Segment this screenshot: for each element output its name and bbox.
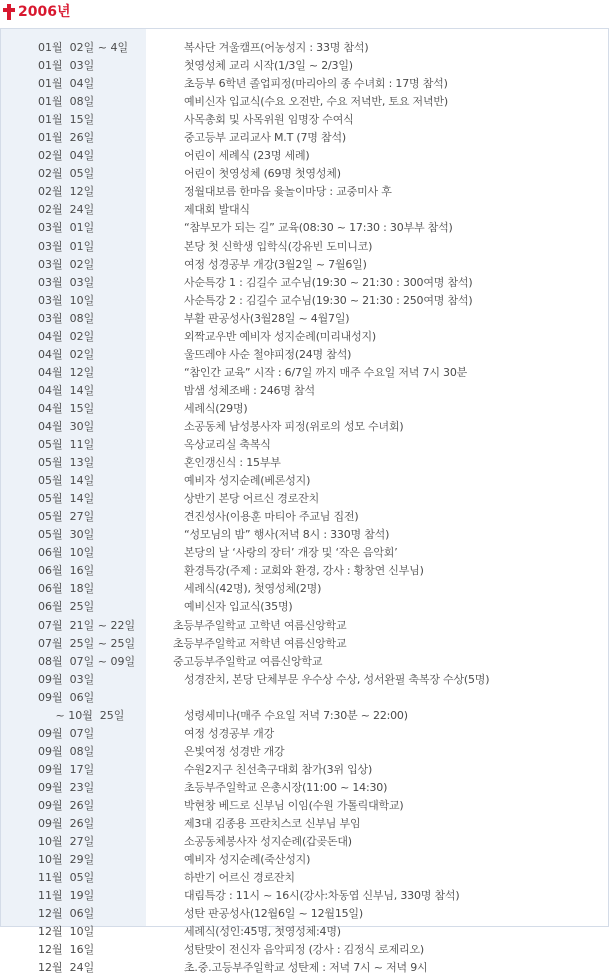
event-text: 사목총회 및 사목위원 임명장 수여식 (184, 113, 354, 127)
event-row (1, 93, 608, 111)
event-row (1, 761, 608, 779)
event-text: 여정 성경공부 개강(3월2일 ~ 7월6일) (184, 257, 367, 271)
event-date: 06월 25일 (38, 600, 95, 614)
event-row (1, 562, 608, 580)
event-date: 09월 07일 (38, 726, 95, 740)
event-text: 사순특강 1 : 김길수 교수님(19:30 ~ 21:30 : 300여명 참석) (184, 275, 473, 289)
event-row (1, 941, 608, 959)
event-text: 예비자 성지순례(베론성지) (184, 474, 311, 488)
event-row (1, 617, 608, 635)
event-row (1, 147, 608, 165)
event-text: “참부모가 되는 길” 교육(08:30 ~ 17:30 : 30부부 참석) (184, 221, 453, 235)
event-row (1, 544, 608, 562)
event-date: 01월 04일 (38, 77, 95, 91)
event-row (1, 797, 608, 815)
event-row (1, 635, 608, 653)
event-date: 09월 06일 (38, 690, 95, 704)
page-header (0, 0, 611, 24)
event-date: 12월 16일 (38, 943, 95, 957)
event-row (1, 400, 608, 418)
event-text: 예비자 성지순례(죽산성지) (184, 853, 311, 867)
event-row (1, 310, 608, 328)
event-row (1, 472, 608, 490)
event-date: 09월 08일 (38, 744, 95, 758)
event-text: 성령세미나(매주 수요일 저녁 7:30분 ~ 22:00) (184, 708, 408, 722)
event-row (1, 436, 608, 454)
event-text: 제3대 김종용 프란치스코 신부님 부임 (184, 817, 361, 831)
event-date: 07월 21일 ~ 22일 (38, 618, 136, 632)
event-date: 01월 15일 (38, 113, 95, 127)
event-text: 대림특강 : 11시 ~ 16시(강사:차동엽 신부님, 330명 참석) (184, 889, 460, 903)
event-row (1, 508, 608, 526)
event-text: 첫영성체 교리 시작(1/3일 ~ 2/3일) (184, 59, 353, 73)
event-text: 부활 판공성사(3월28일 ~ 4월7일) (184, 311, 350, 325)
event-date: 09월 17일 (38, 762, 95, 776)
event-text: 밤샘 성체조배 : 246명 참석 (184, 383, 315, 397)
event-text: 어린이 세례식 (23명 세례) (184, 149, 310, 163)
event-row (1, 743, 608, 761)
event-text: 초등부주일학교 고학년 여름신앙학교 (173, 618, 347, 632)
event-date: 06월 16일 (38, 564, 95, 578)
event-row (1, 238, 608, 256)
event-date: 04월 12일 (38, 365, 95, 379)
event-text: 소공동체봉사자 성지순례(갑곶돈대) (184, 835, 352, 849)
event-text: 성탄 판공성사(12월6일 ~ 12월15일) (184, 907, 363, 921)
event-text: 세례식(성인:45명, 첫영성체:4명) (184, 925, 341, 939)
event-date: 04월 02일 (38, 329, 95, 343)
event-text: 소공동체 남성봉사자 피정(위로의 성모 수녀회) (184, 419, 404, 433)
event-text: 환경특강(주제 : 교회와 환경, 강사 : 황창연 신부님) (184, 564, 424, 578)
event-text: 성탄맞이 전신자 음악피정 (강사 : 김정식 로제리오) (184, 943, 424, 957)
event-date: 10월 27일 (38, 835, 95, 849)
event-text: 사순특강 2 : 김길수 교수님(19:30 ~ 21:30 : 250여명 참석) (184, 293, 473, 307)
event-row (1, 183, 608, 201)
event-date: 12월 24일 (38, 961, 95, 975)
event-row (1, 851, 608, 869)
event-text: 초.중.고등부주일학교 성탄제 : 저녁 7시 ~ 저녁 9시 (184, 961, 428, 975)
event-text: 성경잔치, 본당 단체부문 우수상 수상, 성서완필 축복장 수상(5명) (184, 672, 490, 686)
event-date: 10월 29일 (38, 853, 95, 867)
event-row (1, 580, 608, 598)
event-date: 02월 05일 (38, 167, 95, 181)
event-date: 06월 10일 (38, 546, 95, 560)
event-text: 초등부주일학교 은총시장(11:00 ~ 14:30) (184, 780, 388, 794)
event-row (1, 490, 608, 508)
event-text: 혼인갱신식 : 15부부 (184, 456, 281, 470)
event-date: 05월 13일 (38, 456, 95, 470)
event-date: 03월 01일 (38, 221, 95, 235)
event-text: 상반기 본당 어르신 경로잔치 (184, 492, 320, 506)
event-text: 은빛여정 성경반 개강 (184, 744, 285, 758)
event-row (1, 418, 608, 436)
event-row (1, 815, 608, 833)
event-date: 01월 03일 (38, 59, 95, 73)
event-date: 11월 19일 (38, 889, 95, 903)
event-date: 04월 02일 (38, 347, 95, 361)
event-row (1, 923, 608, 941)
event-row (1, 57, 608, 75)
event-date: 05월 14일 (38, 492, 95, 506)
event-text: 세례식(29명) (184, 401, 248, 415)
event-text: 본당 첫 신학생 입학식(강유빈 도미니코) (184, 239, 373, 253)
event-date: 03월 02일 (38, 257, 95, 271)
event-text: 복사단 겨울캠프(어농성지 : 33명 참석) (184, 41, 369, 54)
event-row (1, 346, 608, 364)
event-date: 04월 15일 (38, 401, 95, 415)
event-date: 09월 23일 (38, 780, 95, 794)
event-text: 견진성사(이용훈 마티아 주교님 집전) (184, 510, 359, 524)
event-date: 02월 12일 (38, 185, 95, 199)
event-row (1, 274, 608, 292)
event-text: 중고등부주일학교 여름신앙학교 (173, 654, 323, 668)
event-row (1, 725, 608, 743)
event-date: 08월 07일 ~ 09일 (38, 654, 136, 668)
event-date: 09월 03일 (38, 672, 95, 686)
event-text: 예비신자 입교식(수요 오전반, 수요 저녁반, 토요 저녁반) (184, 95, 448, 109)
event-date: 03월 01일 (38, 239, 95, 253)
event-row (1, 598, 608, 616)
event-row (1, 165, 608, 183)
event-date: 09월 26일 (38, 798, 95, 812)
event-date: 01월 02일 ~ 4일 (38, 41, 129, 54)
event-date: ~ 10월 25일 (38, 708, 125, 722)
event-date: 07월 25일 ~ 25일 (38, 636, 136, 650)
event-date: 03월 03일 (38, 275, 95, 289)
event-date: 02월 24일 (38, 203, 95, 217)
event-date: 04월 30일 (38, 419, 95, 433)
event-row (1, 75, 608, 93)
event-text: 어린이 첫영성체 (69명 첫영성체) (184, 167, 341, 181)
event-date: 05월 30일 (38, 528, 95, 542)
event-row (1, 653, 608, 671)
event-row (1, 256, 608, 274)
event-text: 세례식(42명), 첫영성체(2명) (184, 582, 322, 596)
event-row (1, 129, 608, 147)
event-row (1, 833, 608, 851)
event-text: 울뜨레야 사순 철야피정(24명 참석) (184, 347, 352, 361)
event-text: 옥상교리실 축복식 (184, 438, 271, 452)
event-text: 여정 성경공부 개강 (184, 726, 275, 740)
event-date: 12월 10일 (38, 925, 95, 939)
cross-icon (3, 4, 15, 20)
event-list (1, 39, 608, 977)
event-date: 01월 08일 (38, 95, 95, 109)
event-date: 05월 11일 (38, 438, 95, 452)
event-date: 11월 05일 (38, 871, 95, 885)
event-date: 05월 14일 (38, 474, 95, 488)
event-text: 초등부주일학교 저학년 여름신앙학교 (173, 636, 347, 650)
event-text: 하반기 어르신 경로잔치 (184, 871, 295, 885)
event-row (1, 779, 608, 797)
event-text: 예비신자 입교식(35명) (184, 600, 293, 614)
event-row (1, 328, 608, 346)
event-text: 박현창 베드로 신부님 이임(수원 가톨릭대학교) (184, 798, 404, 812)
event-row (1, 959, 608, 977)
year-title: 2006년 (18, 4, 71, 20)
event-date: 05월 27일 (38, 510, 95, 524)
event-text: 수원2지구 친선축구대회 참가(3위 입상) (184, 762, 373, 776)
event-text: 제대회 발대식 (184, 203, 250, 217)
event-text: 외짝교우반 예비자 성지순례(미리내성지) (184, 329, 377, 343)
event-row (1, 869, 608, 887)
event-row (1, 111, 608, 129)
event-row (1, 526, 608, 544)
event-text: 중고등부 교리교사 M.T (7명 참석) (184, 131, 346, 145)
event-date: 02월 04일 (38, 149, 95, 163)
event-row (1, 219, 608, 237)
event-row (1, 707, 608, 725)
event-row (1, 382, 608, 400)
event-row (1, 905, 608, 923)
event-text: 본당의 날 ‘사랑의 장터’ 개장 및 ‘작은 음악회’ (184, 546, 398, 560)
event-date: 09월 26일 (38, 817, 95, 831)
event-text: “참인간 교육” 시작 : 6/7일 까지 매주 수요일 저녁 7시 30분 (184, 365, 468, 379)
event-text: 정월대보름 한마음 윷놀이마당 : 교중미사 후 (184, 185, 392, 199)
history-table (0, 28, 609, 975)
event-row (1, 364, 608, 382)
event-date: 04월 14일 (38, 383, 95, 397)
event-row (1, 689, 608, 707)
event-date: 06월 18일 (38, 582, 95, 596)
event-row (1, 454, 608, 472)
event-row (1, 887, 608, 905)
event-row (1, 671, 608, 689)
event-date: 03월 08일 (38, 311, 95, 325)
event-text: 초등부 6학년 졸업피정(마리아의 종 수녀회 : 17명 참석) (184, 77, 448, 91)
event-date: 03월 10일 (38, 293, 95, 307)
event-text: “성모님의 밤” 행사(저녁 8시 : 330명 참석) (184, 528, 390, 542)
event-row (1, 39, 608, 57)
event-row (1, 201, 608, 219)
event-row (1, 292, 608, 310)
event-date: 01월 26일 (38, 131, 95, 145)
event-date: 12월 06일 (38, 907, 95, 921)
